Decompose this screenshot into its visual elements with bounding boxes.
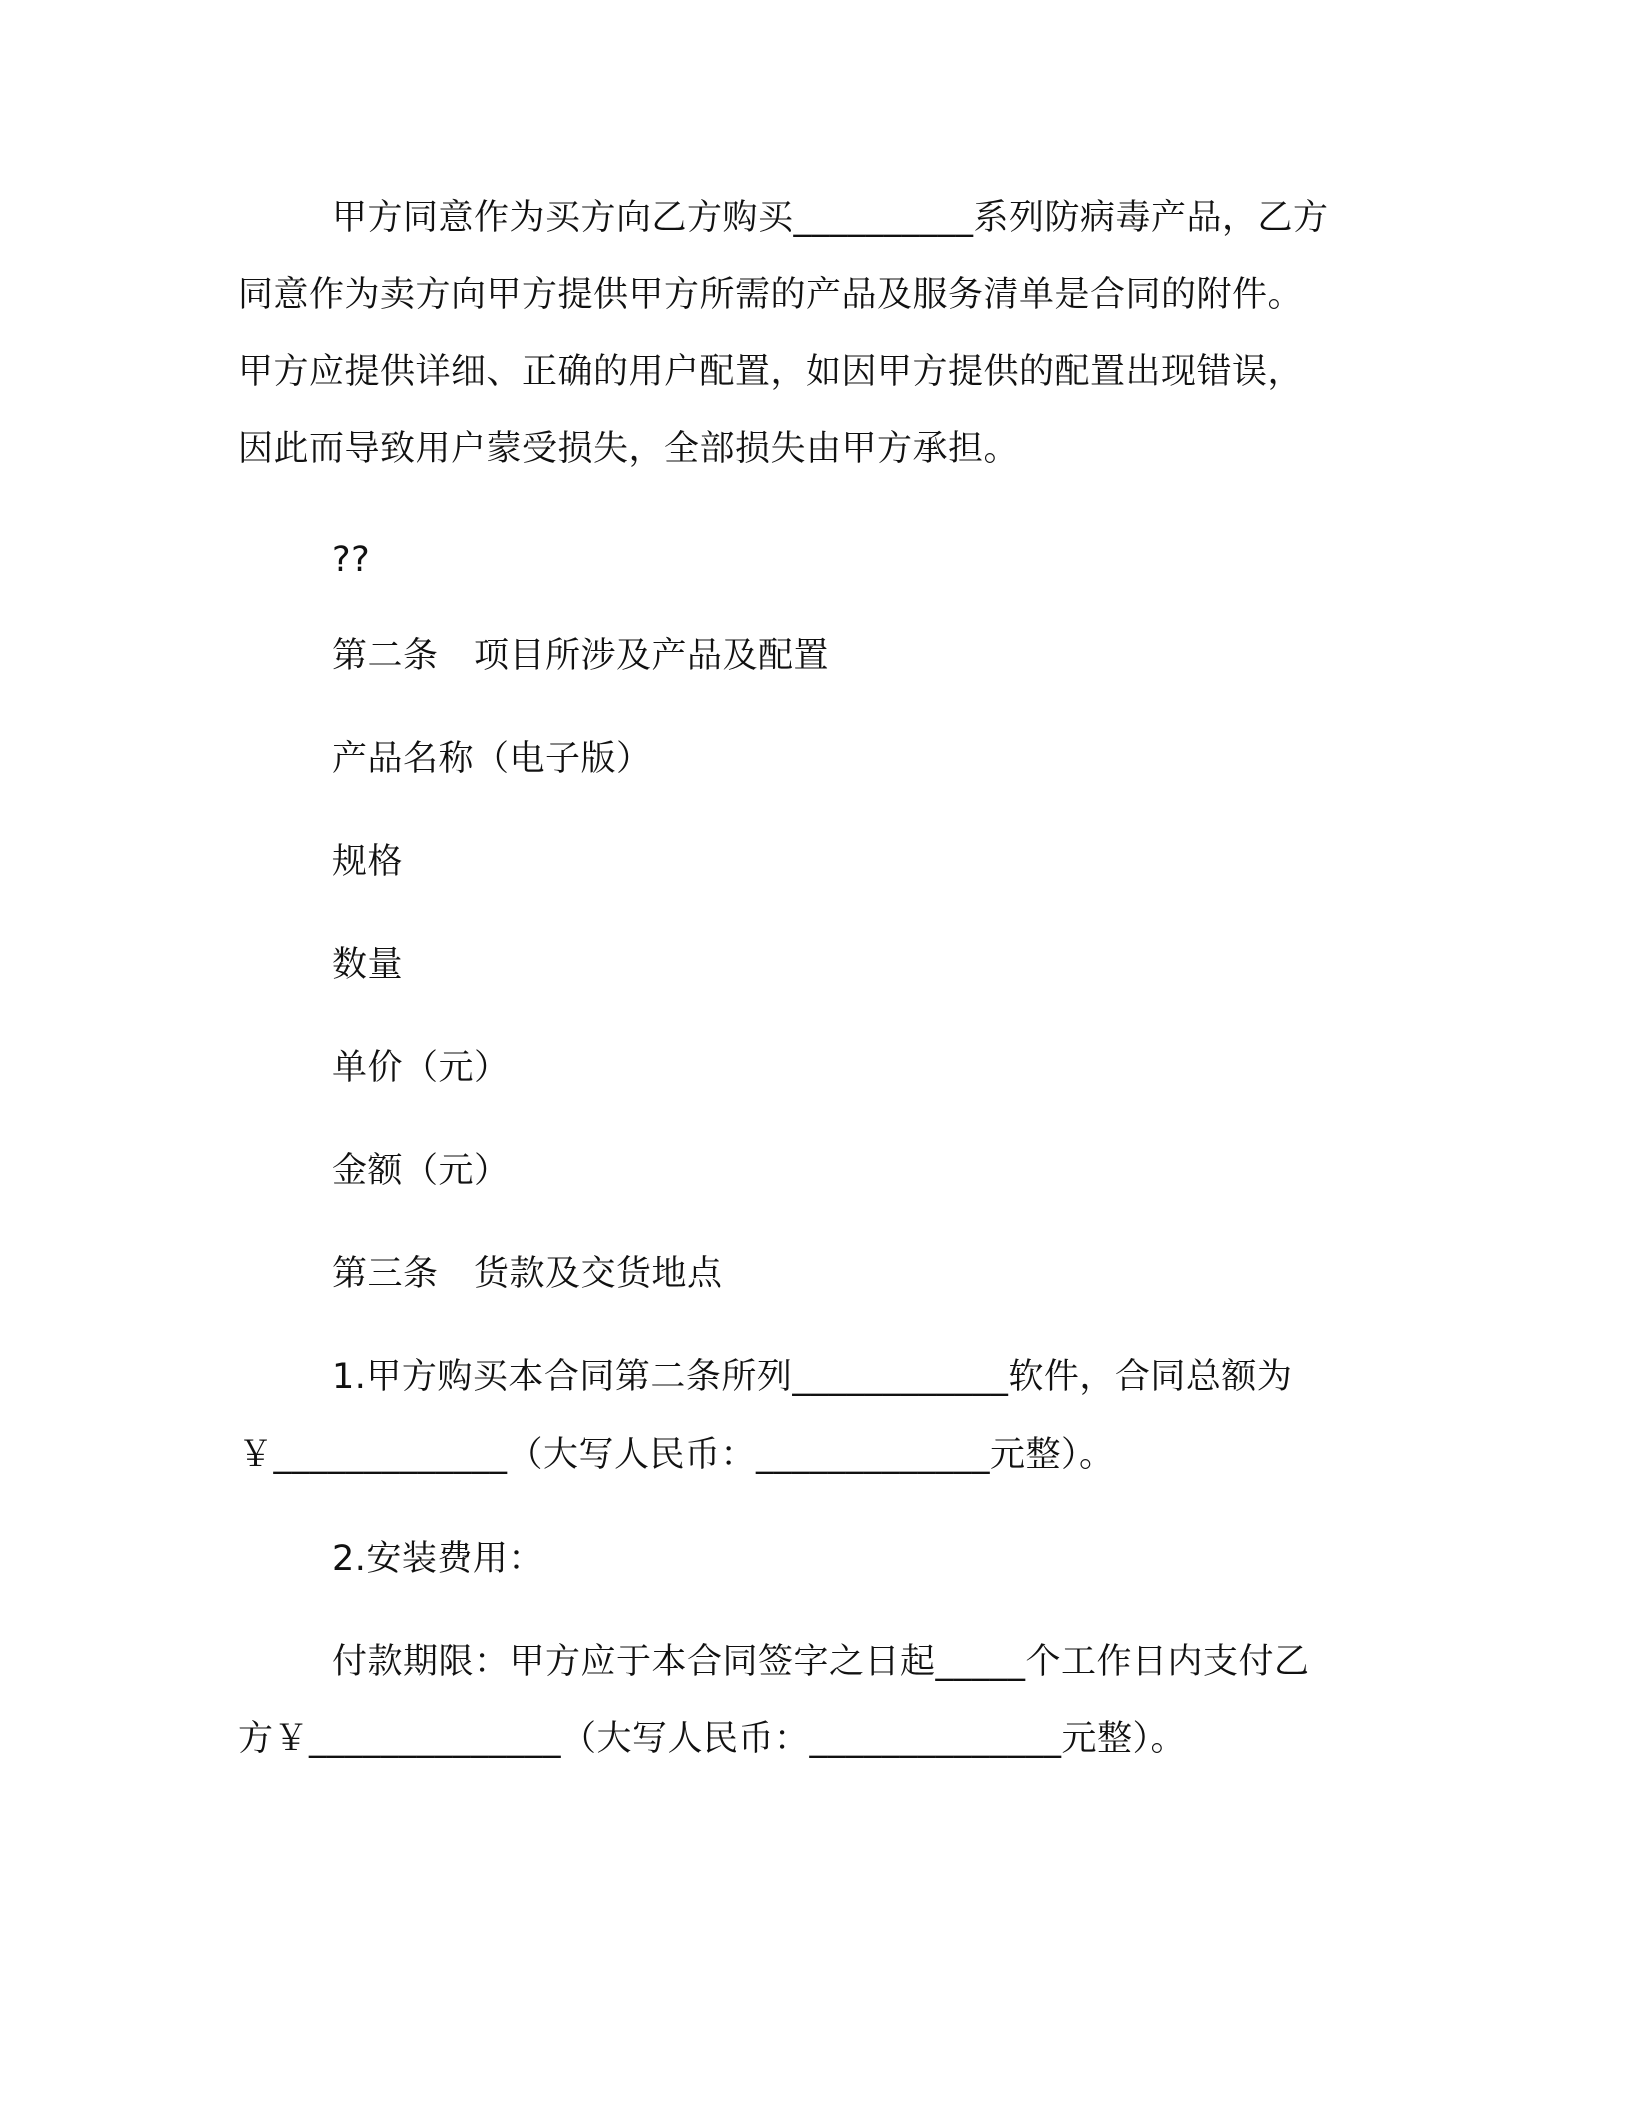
placeholder-marks: ??: [332, 540, 371, 580]
article-3-clause-2: 2.安装费用：: [332, 1539, 544, 1579]
article-2-item-amount: 金额（元）: [332, 1151, 510, 1191]
article-3-heading: 第三条 货款及交货地点: [332, 1254, 723, 1294]
paragraph-1-line-2: 同意作为卖方向甲方提供甲方所需的产品及服务清单是合同的附件。: [238, 275, 1304, 315]
article-3-clause-1-line-1: 1.甲方购买本合同第二条所列____________软件，合同总额为: [332, 1357, 1293, 1397]
paragraph-1-line-4: 因此而导致用户蒙受损失，全部损失由甲方承担。: [238, 429, 1020, 469]
article-2-item-quantity: 数量: [332, 945, 404, 985]
paragraph-1-line-3: 甲方应提供详细、正确的用户配置，如因甲方提供的配置出现错误，: [238, 352, 1304, 392]
paragraph-1-line-1: 甲方同意作为买方向乙方购买__________系列防病毒产品，乙方: [332, 198, 1329, 238]
payment-terms-line-1: 付款期限：甲方应于本合同签字之日起_____个工作日内支付乙: [332, 1642, 1310, 1682]
payment-terms-line-2: 方￥______________（大写人民币：______________元整）。: [238, 1719, 1187, 1759]
article-3-clause-1-line-2: ￥_____________（大写人民币：_____________元整）。: [238, 1435, 1115, 1475]
article-2-heading: 第二条 项目所涉及产品及配置: [332, 636, 830, 676]
article-2-item-unit-price: 单价（元）: [332, 1048, 510, 1088]
article-2-item-product-name: 产品名称（电子版）: [332, 739, 652, 779]
article-2-item-spec: 规格: [332, 842, 404, 882]
